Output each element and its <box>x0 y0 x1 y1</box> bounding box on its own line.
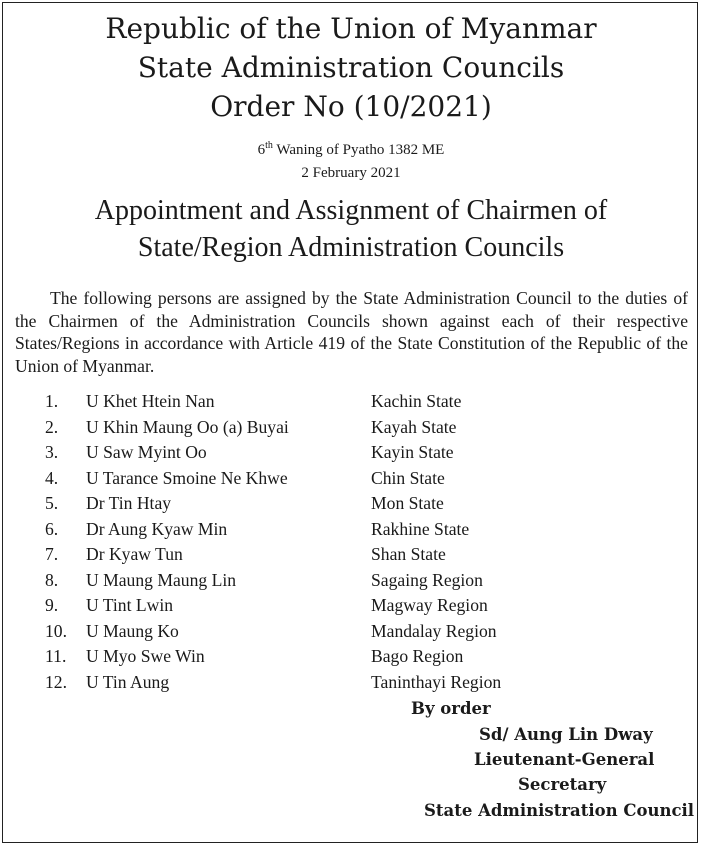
myanmar-date <box>0 140 702 160</box>
appointee-name: U Khet Htein Nan <box>86 391 215 411</box>
myanmar-date-day: 6 <box>257 142 266 158</box>
signatory-office: State Administration Council <box>424 801 695 820</box>
assigned-region: Sagaing Region <box>371 569 483 590</box>
item-number: 1. <box>45 391 59 411</box>
assigned-region: Magway Region <box>371 595 488 615</box>
item-number: 10. <box>45 620 67 641</box>
item-number: 5. <box>45 493 59 513</box>
item-number: 2. <box>45 416 59 437</box>
signatory-name: Sd/ Aung Lin Dway <box>479 725 653 744</box>
list-item <box>0 442 702 467</box>
appointee-name: U Khin Maung Oo (a) Buyai <box>86 416 289 437</box>
list-item <box>0 672 702 697</box>
myanmar-date-rest: Waning of Pyatho 1382 ME <box>272 142 445 158</box>
header-line-1: Republic of the Union of Myanmar <box>105 12 597 45</box>
appointee-name: Dr Tin Htay <box>86 493 172 513</box>
by-order: By order <box>411 699 491 718</box>
item-number: 8. <box>45 569 59 590</box>
appointee-name: Dr Aung Kyaw Min <box>86 518 228 539</box>
list-item <box>0 621 702 646</box>
assigned-region: Chin State <box>371 467 445 488</box>
header-line-2: State Administration Councils <box>137 51 565 84</box>
body-paragraph <box>15 287 688 377</box>
list-item <box>0 646 702 671</box>
appointee-name: U Tint Lwin <box>86 595 174 615</box>
assigned-region: Kachin State <box>371 391 462 411</box>
list-item <box>0 595 702 620</box>
assigned-region: Mon State <box>371 493 444 513</box>
appointee-name: U Tin Aung <box>86 671 170 692</box>
myanmar-date-suffix: th <box>265 140 273 151</box>
assigned-region: Mandalay Region <box>371 620 497 641</box>
signatory-rank: Lieutenant-General <box>474 750 655 769</box>
appointee-name: U Myo Swe Win <box>86 646 205 666</box>
list-item <box>0 570 702 595</box>
item-number: 6. <box>45 518 59 539</box>
list-item <box>0 493 702 518</box>
list-item <box>0 544 702 569</box>
item-number: 12. <box>45 671 67 692</box>
assigned-region: Bago Region <box>371 646 464 666</box>
item-number: 7. <box>45 544 59 564</box>
assigned-region: Shan State <box>371 544 446 564</box>
assigned-region: Rakhine State <box>371 518 470 539</box>
subject-line-1: Appointment and Assignment of Chairmen of <box>94 195 608 226</box>
assigned-region: Kayah State <box>371 416 457 437</box>
appointee-name: U Maung Ko <box>86 620 179 641</box>
appointee-name: U Tarance Smoine Ne Khwe <box>86 467 288 488</box>
signatory-title: Secretary <box>518 775 607 794</box>
list-item <box>0 468 702 493</box>
item-number: 9. <box>45 595 59 615</box>
order-number: Order No (10/2021) <box>210 90 492 123</box>
item-number: 11. <box>45 646 67 666</box>
subject-line-2: State/Region Administration Councils <box>137 232 565 263</box>
item-number: 3. <box>45 442 59 462</box>
appointee-name: U Maung Maung Lin <box>86 569 237 590</box>
list-item <box>0 417 702 442</box>
appointee-name: U Saw Myint Oo <box>86 442 207 462</box>
assigned-region: Kayin State <box>371 442 454 462</box>
item-number: 4. <box>45 467 59 488</box>
gregorian-date: 2 February 2021 <box>301 165 401 181</box>
assigned-region: Taninthayi Region <box>371 671 502 692</box>
list-item <box>0 519 702 544</box>
body-paragraph-text: The following persons are assigned by the State Administration Council to the duties of the Chairmen of the Administration Councils shown against each of their respective States/Regions in accordance with Article 419 of the State Constitution of the Republic of the Union of Myanmar. <box>15 288 688 376</box>
list-item <box>0 391 702 416</box>
appointee-name: Dr Kyaw Tun <box>86 544 183 564</box>
